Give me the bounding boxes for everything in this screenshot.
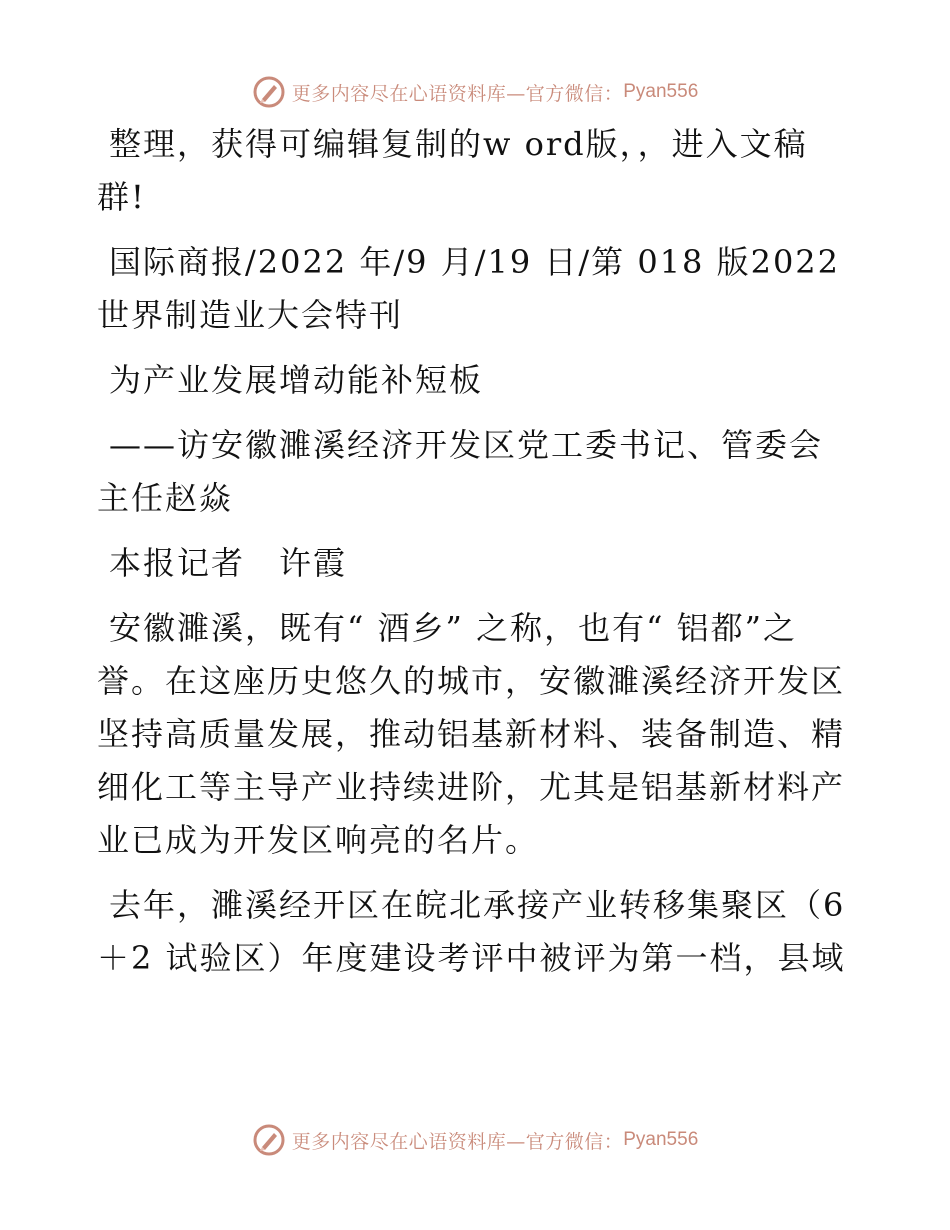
pen-logo-icon [252, 1123, 286, 1157]
article-subtitle: ——访安徽濉溪经济开发区党工委书记、管委会主任赵焱 [97, 426, 824, 517]
watermark-text: 更多内容尽在心语资料库—官方微信： [291, 82, 624, 105]
watermark-header [0, 72, 950, 112]
article-byline: 本报记者 许霞 [109, 544, 348, 582]
article-title: 为产业发展增动能补短板 [109, 361, 484, 399]
watermark-footer [0, 1120, 950, 1160]
paragraph-source: 国际商报/2022 年/9 月/19 日/第 018 版2022世界制造业大会特刊 [97, 243, 841, 334]
paragraph-intro: 整理，获得可编辑复制的w ord版，，进入文稿群! [97, 125, 808, 216]
pen-logo-icon [252, 75, 286, 109]
paragraph-body-2: 去年，濉溪经开区在皖北承接产业转移集聚区（6＋2 试验区）年度建设考评中被评为第一档，县域 [97, 886, 846, 977]
watermark-wechat-id: Pyan556 [623, 81, 699, 102]
paragraph-body-1: 安徽濉溪，既有“ 酒乡” 之称，也有“ 铝都”之誉。在这座历史悠久的城市，安徽濉溪经济开发区坚持高质量发展，推动铝基新材料、装备制造、精细化工等主导产业持续进阶，尤其是铝基新材料产业已成为开发区响亮的名片。 [97, 609, 846, 859]
watermark-wechat-id: Pyan556 [623, 1129, 699, 1150]
watermark-text: 更多内容尽在心语资料库—官方微信： [291, 1130, 624, 1153]
document-body [97, 118, 852, 997]
